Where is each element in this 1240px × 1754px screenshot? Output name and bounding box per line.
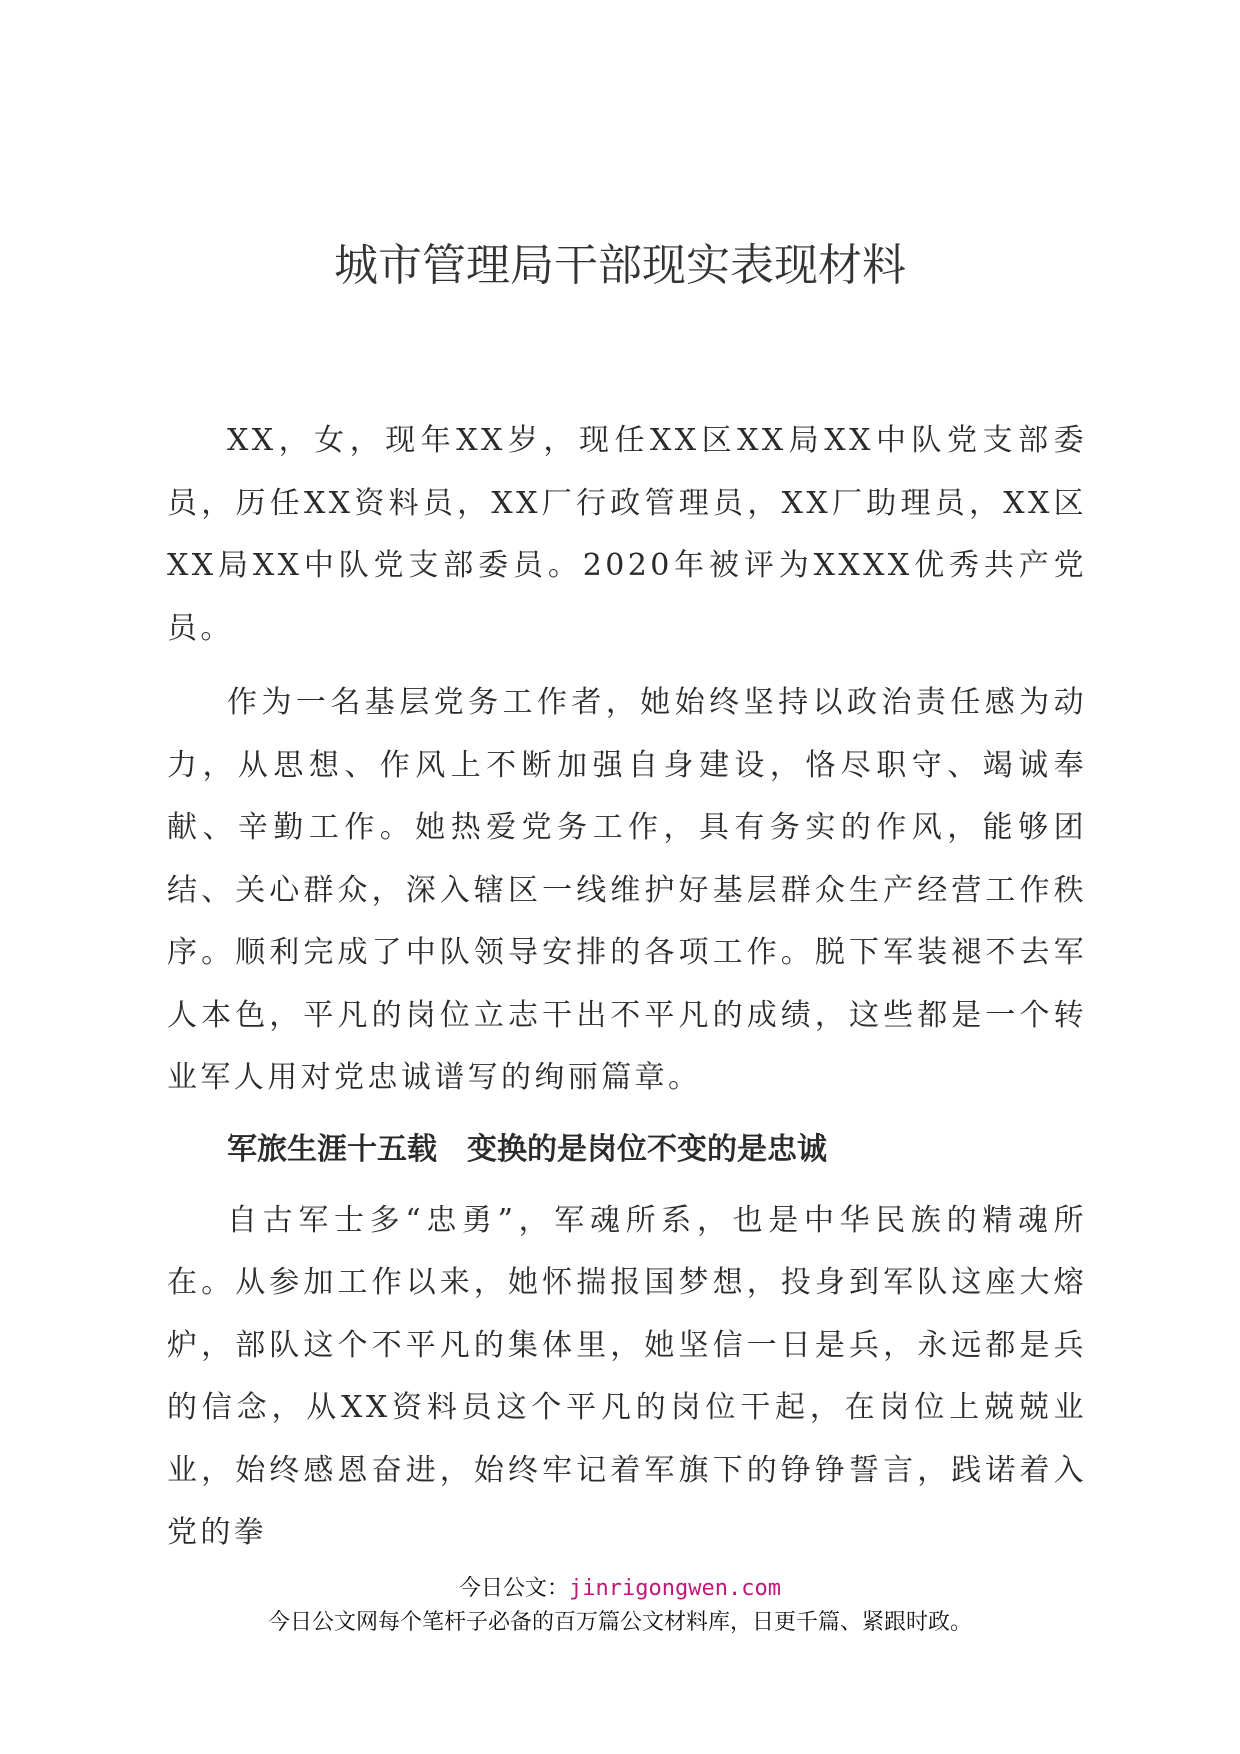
paragraph-summary: 作为一名基层党务工作者，她始终坚持以政治责任感为动力，从思想、作风上不断加强自身建设，恪尽职守、竭诚奉献、辛勤工作。她热爱党务工作，具有务实的作风，能够团结、关心群众，深入辖区一线维护好基层群众生产经营工作秩序。顺利完成了中队领导安排的各项工作。脱下军装褪不去军人本色，平凡的岗位立志干出不平凡的成绩，这些都是一个转业军人用对党忠诚谱写的绚丽篇章。 [167, 685, 1087, 1095]
footer-slogan: 今日公文网每个笔杆子必备的百万篇公文材料库，日更千篇、紧跟时政。 [267, 1610, 972, 1635]
paragraph-profile: XX，女，现年XX岁，现任XX区XX局XX中队党支部委员，历任XX资料员，XX厂行政管理员，XX厂助理员，XX区XX局XX中队党支部委员。2020年被评为XXXX优秀共产党员。 [167, 423, 1087, 646]
section-heading: 军旅生涯十五载 变换的是岗位不变的是忠诚 [227, 1131, 827, 1167]
footer-label: 今日公文： [459, 1576, 570, 1601]
footer-site-link[interactable]: jinrigongwen.com [569, 1576, 781, 1601]
footer-line-site [0, 1572, 1240, 1606]
paragraph-military-career: 自古军士多“忠勇”，军魂所系，也是中华民族的精魂所在。从参加工作以来，她怀揣报国梦想，投身到军队这座大熔炉，部队这个不平凡的集体里，她坚信一日是兵，永远都是兵的信念，从XX资料员这个平凡的岗位干起，在岗位上兢兢业业，始终感恩奋进，始终牢记着军旗下的铮铮誓言，践诺着入党的拳 [167, 1202, 1087, 1550]
footer [0, 1572, 1240, 1640]
document-title: 城市管理局干部现实表现材料 [334, 240, 906, 291]
document-body [167, 410, 1087, 1577]
